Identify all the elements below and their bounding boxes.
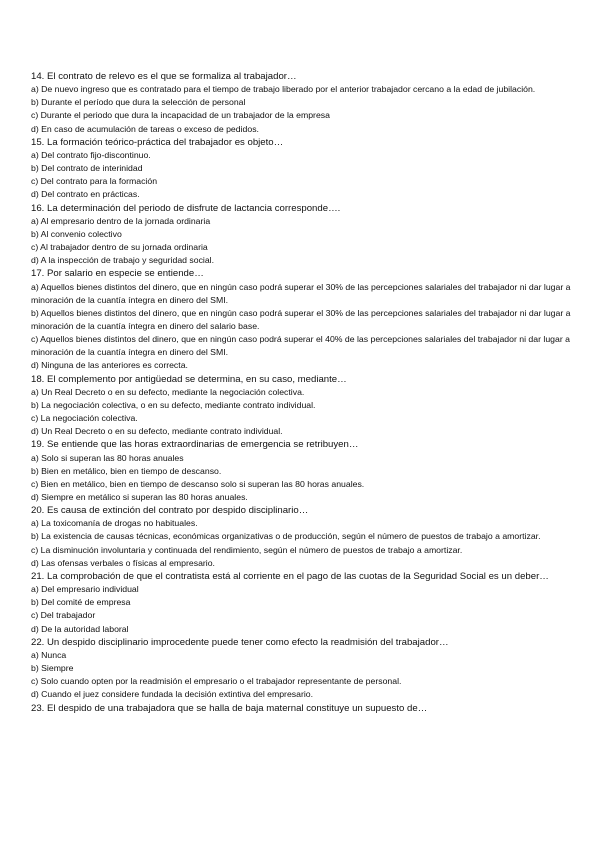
answer-option: b) Aquellos bienes distintos del dinero, que en ningún caso podrá superar el 30% de las percepciones salariales del trabajador ni dar lugar a minoración de la cuantía íntegra en dinero del salario base. <box>31 307 571 331</box>
answer-option: b) Del contrato de interinidad <box>31 163 143 174</box>
answer-option: a) Solo si superan las 80 horas anuales <box>31 452 184 463</box>
answer-option: d) Del contrato en prácticas. <box>31 189 140 200</box>
answer-option: d) Ninguna de las anteriores es correcta. <box>31 360 188 371</box>
answer-option: b) Durante el período que dura la selección de personal <box>31 97 246 108</box>
answer-option: c) La negociación colectiva. <box>31 413 138 424</box>
question-text: 15. La formación teórico-práctica del trabajador es objeto… <box>31 136 284 148</box>
answer-option: a) La toxicomanía de drogas no habituales. <box>31 518 198 529</box>
answer-option: c) Durante el periodo que dura la incapacidad de un trabajador de la empresa <box>31 110 330 121</box>
answer-option: a) Del contrato fijo-discontinuo. <box>31 149 151 160</box>
answer-option: a) Del empresario individual <box>31 584 139 595</box>
question-text: 19. Se entiende que las horas extraordinarias de emergencia se retribuyen… <box>31 439 359 451</box>
answer-option: b) Bien en metálico, bien en tiempo de descanso. <box>31 465 222 476</box>
answer-option: d) Siempre en metálico si superan las 80 horas anuales. <box>31 492 248 502</box>
answer-option: b) Al convenio colectivo <box>31 228 122 239</box>
answer-option: c) Del trabajador <box>31 610 96 621</box>
question-text: 22. Un despido disciplinario improcedente puede tener como efecto la readmisión del trabajador… <box>31 636 449 648</box>
question-text: 18. El complemento por antigüedad se determina, en su caso, mediante… <box>31 373 347 385</box>
answer-option: a) Nunca <box>31 649 67 660</box>
answer-option: a) Un Real Decreto o en su defecto, mediante la negociación colectiva. <box>31 386 305 397</box>
question-text: 20. Es causa de extinción del contrato por despido disciplinario… <box>31 505 309 517</box>
question-text: 14. El contrato de relevo es el que se formaliza al trabajador… <box>31 71 297 82</box>
answer-option: b) La negociación colectiva, o en su defecto, mediante contrato individual. <box>31 399 316 410</box>
answer-option: d) De la autoridad laboral <box>31 623 129 634</box>
answer-option: d) En caso de acumulación de tareas o exceso de pedidos. <box>31 123 259 134</box>
answer-option: d) Un Real Decreto o en su defecto, mediante contrato individual. <box>31 426 283 437</box>
answer-option: c) La disminución involuntaria y continuada del rendimiento, según el número de puestos de trabajo a amortizar. <box>31 544 463 555</box>
answer-option: d) Cuando el juez considere fundada la decisión extintiva del empresario. <box>31 689 314 700</box>
question-text: 21. La comprobación de que el contratista está al corriente en el pago de las cuotas de la Seguridad Social es un deber… <box>31 570 549 582</box>
document-page <box>31 70 576 715</box>
question-text: 23. El despido de una trabajadora que se halla de baja maternal constituye un supuesto de… <box>31 702 428 714</box>
answer-option: a) Al empresario dentro de la jornada ordinaria <box>31 215 211 226</box>
answer-option: c) Aquellos bienes distintos del dinero, que en ningún caso podrá superar el 40% de las percepciones salariales del trabajador ni dar lugar a minoración de la cuantía íntegra en dinero del SMI. <box>31 334 570 358</box>
answer-option: a) De nuevo ingreso que es contratado para el tiempo de trabajo liberado por el anterior trabajador cercano a la edad de jubilación. <box>31 84 536 95</box>
answer-option: c) Al trabajador dentro de su jornada ordinaria <box>31 242 208 253</box>
answer-option: c) Solo cuando opten por la readmisión el empresario o el trabajador representante de personal. <box>31 676 402 687</box>
answer-option: d) A la inspección de trabajo y seguridad social. <box>31 255 215 266</box>
question-text: 17. Por salario en especie se entiende… <box>31 268 204 280</box>
answer-option: a) Aquellos bienes distintos del dinero, que en ningún caso podrá superar el 30% de las percepciones salariales del trabajador ni dar lugar a minoración de la cuantía íntegra en dinero del SMI. <box>31 281 571 305</box>
answer-option: b) La existencia de causas técnicas, económicas organizativas o de producción, según el número de puestos de trabajo a amortizar. <box>31 531 541 542</box>
answer-option: b) Siempre <box>31 663 74 674</box>
answer-option: b) Del comité de empresa <box>31 597 131 608</box>
answer-option: d) Las ofensas verbales o físicas al empresario. <box>31 557 215 568</box>
answer-option: c) Del contrato para la formación <box>31 176 158 187</box>
answer-option: c) Bien en metálico, bien en tiempo de descanso solo si superan las 80 horas anuales. <box>31 478 365 489</box>
question-text: 16. La determinación del periodo de disfrute de lactancia corresponde…. <box>31 202 341 214</box>
